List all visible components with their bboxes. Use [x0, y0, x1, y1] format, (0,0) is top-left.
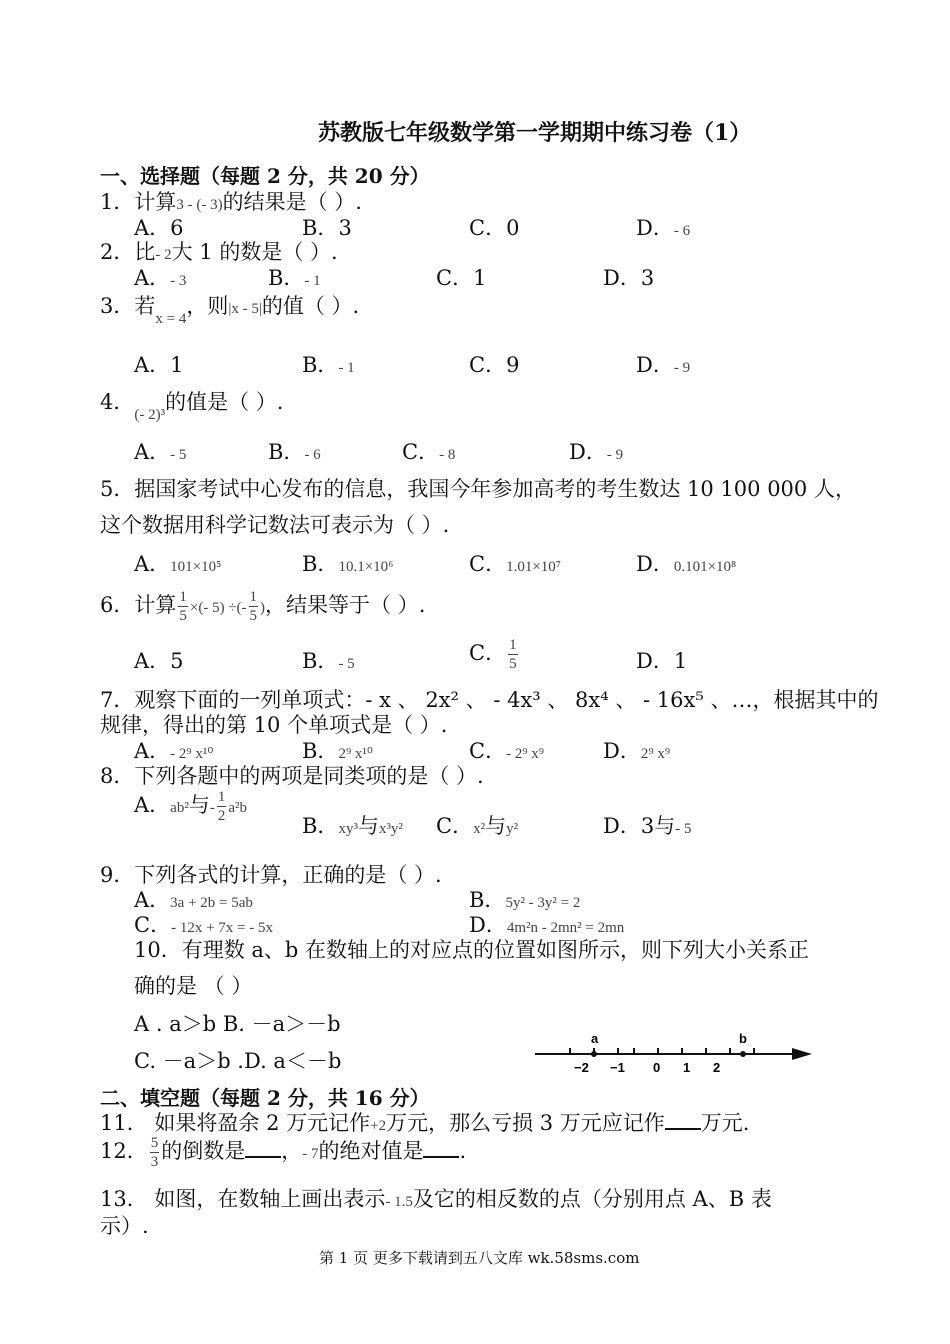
question-4: 4．$_{(- 2)^3}$的值是（ ）. [100, 390, 284, 423]
q5-option-c: C．1.01×10⁷ [469, 552, 562, 576]
question-10-line4: C. －a＞b .D. a＜－b [134, 1049, 342, 1073]
q5-option-b: B．10.1×10⁶ [302, 552, 394, 576]
question-13-line2: 示）. [100, 1214, 149, 1238]
question-2: 2．比- 2大 1 的数是（ ）. [100, 240, 338, 264]
q3-option-c: C．9 [469, 353, 520, 377]
question-9: 9．下列各式的计算，正确的是（ ）. [100, 863, 442, 887]
fraction: $\frac{1}{2}$ [217, 789, 226, 824]
question-11: 11． 如果将盈余 2 万元记作+2万元，那么亏损 3 万元应记作 万元. [100, 1111, 750, 1135]
q3-option-b: B．- 1 [302, 353, 355, 377]
section-fill-heading: 二、填空题（每题 2 分，共 16 分） [100, 1086, 430, 1110]
label-a: a [591, 1031, 599, 1046]
question-1: 1．计算3 - (- 3)的结果是（ ）. [100, 190, 362, 214]
tick-label: 1 [683, 1060, 691, 1075]
question-5-line1: 5．据国家考试中心发布的信息，我国今年参加高考的考生数达 10 100 000 人， [100, 477, 856, 501]
q8-option-a: A．ab²与- $\frac{1}{2}$ a²b [134, 789, 247, 824]
fraction: $\frac{5}{3}$ [150, 1135, 159, 1170]
math-expr: 3 - (- 3) [176, 197, 223, 213]
q3-option-d: D．- 9 [636, 353, 691, 377]
q9-option-d: D．4m²n - 2mn² = 2mn [469, 913, 625, 937]
q5-option-a: A．101×10⁵ [134, 552, 222, 576]
q7-option-a: A．- 2⁹ x¹⁰ [134, 739, 214, 763]
label-b: b [739, 1031, 747, 1046]
question-12: 12． $\frac{5}{3}$ 的倒数是 ，- 7的绝对值是 . [100, 1135, 467, 1170]
q8-option-d: D．3与- 5 [603, 814, 692, 838]
question-7-line1: 7．观察下面的一列单项式：- x 、 2x² 、 - 4x³ 、 8x⁴ 、 - 16x⁵ 、…，根据其中的 [100, 688, 879, 712]
q8-option-b: B．xy³与x³y² [302, 814, 403, 838]
q4-option-c: C．- 8 [402, 440, 456, 464]
number-line-figure [530, 1030, 820, 1078]
q4-option-a: A．- 5 [134, 440, 187, 464]
q6-option-d: D．1 [636, 649, 688, 673]
q9-option-a: A．3a + 2b = 5ab [134, 888, 253, 912]
section-choice-heading: 一、选择题（每题 2 分，共 20 分） [100, 164, 430, 188]
tick-label: −2 [574, 1060, 589, 1075]
page-title: 苏教版七年级数学第一学期期中练习卷（1） [318, 120, 752, 146]
question-10-line3: A . a＞b B. －a＞－b [134, 1012, 341, 1036]
q1-option-b: B．3 [302, 216, 352, 240]
q9-option-b: B．5y² - 3y² = 2 [469, 888, 581, 912]
q2-option-c: C．1 [436, 266, 487, 290]
q3-option-a: A．1 [134, 353, 184, 377]
question-10-line2: 确的是 （ ） [134, 974, 253, 998]
answer-blank[interactable] [245, 1138, 281, 1158]
question-6: 6．计算 $\frac{1}{5}$ ×(- 5) ÷(- $\frac{1}{5}$ )，结果等于（ ）. [100, 589, 426, 624]
arrow-head [792, 1048, 812, 1060]
question-10-line1: 10．有理数 a、b 在数轴上的对应点的位置如图所示，则下列大小关系正 [134, 938, 810, 962]
question-7-line2: 规律，得出的第 10 个单项式是（ ）. [100, 713, 448, 737]
q6-option-b: B．- 5 [302, 649, 355, 673]
q9-option-c: C．- 12x + 7x = - 5x [134, 913, 273, 937]
q2-option-d: D．3 [603, 266, 655, 290]
q1-option-a: A．6 [134, 216, 184, 240]
q6-option-a: A．5 [134, 649, 184, 673]
q1-option-d: D．- 6 [636, 216, 691, 240]
q7-option-b: B．2⁹ x¹⁰ [302, 739, 373, 763]
q4-option-b: B．- 6 [268, 440, 321, 464]
point-a [591, 1051, 597, 1057]
question-5-line2: 这个数据用科学记数法可表示为（ ）. [100, 513, 450, 537]
q5-option-d: D．0.101×10⁸ [636, 552, 737, 576]
question-8: 8．下列各题中的两项是同类项的是（ ）. [100, 764, 484, 788]
tick-label: 2 [713, 1060, 721, 1075]
q4-option-d: D．- 9 [569, 440, 624, 464]
q2-option-a: A．- 3 [134, 266, 187, 290]
answer-blank[interactable] [665, 1110, 701, 1130]
page-footer: 第 1 页 更多下载请到五八文库 wk.58sms.com [319, 1249, 640, 1267]
question-3: 3．若$_{x = 4}$，则|x - 5|的值（ ）. [100, 294, 360, 327]
q6-option-c: C． $\frac{1}{5}$ [469, 637, 517, 672]
tick-label: −1 [610, 1060, 625, 1075]
tick-label: 0 [653, 1060, 661, 1075]
fraction: $\frac{1}{5}$ [509, 637, 517, 672]
fraction: $\frac{1}{5}$ [249, 589, 258, 624]
q7-option-c: C．- 2⁹ x⁹ [469, 739, 545, 763]
q7-option-d: D．2⁹ x⁹ [603, 739, 671, 763]
fraction: $\frac{1}{5}$ [179, 589, 187, 624]
answer-blank[interactable] [423, 1138, 459, 1158]
q8-option-c: C．x²与y² [436, 814, 519, 838]
question-13-line1: 13． 如图，在数轴上画出表示- 1.5及它的相反数的点（分别用点 A、B 表 [100, 1187, 772, 1211]
q1-option-c: C．0 [469, 216, 520, 240]
q2-option-b: B．- 1 [268, 266, 321, 290]
point-b [740, 1051, 746, 1057]
